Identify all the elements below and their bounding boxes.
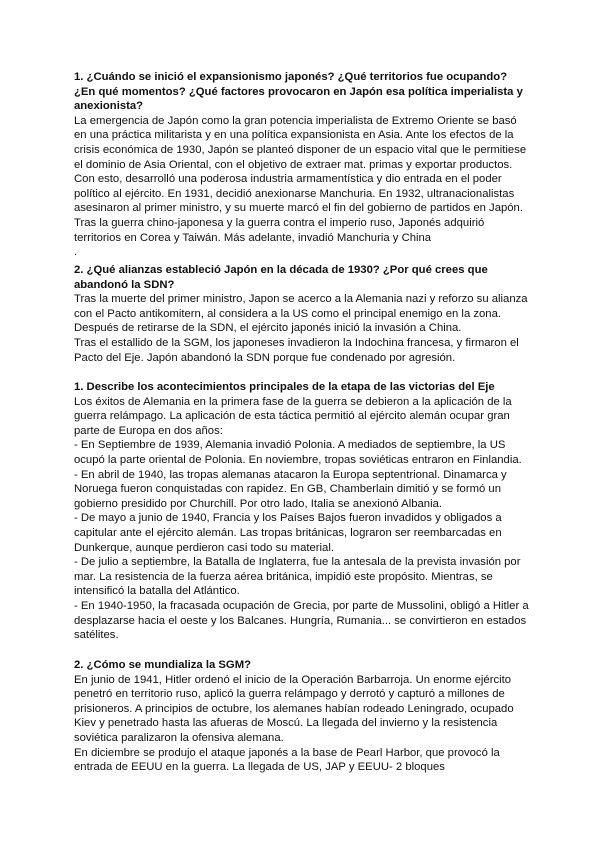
question-heading: 2. ¿Cómo se mundializa la SGM?	[74, 659, 252, 671]
list-item: - En 1940-1950, la fracasada ocupación de Grecia, por parte de Mussolini, obligó a Hitler a desplazarse hacia el oeste y los Balcanes. Hungría, Rumania... se convirtieron en estados satélites.	[74, 599, 529, 642]
list-item: - De mayo a junio de 1940, Francia y los Países Bajos fueron invadidos y obligados a capitular ante el ejército alemán. Las tropas británicas, lograron ser reembarcadas en Dunkerque, aunque perdieron casi todo su material.	[74, 512, 502, 554]
question-heading: 1. ¿Cuándo se inició el expansionismo japonés? ¿Qué territorios fue ocupando? ¿En qué momentos? ¿Qué factores provocaron en Japón esa política imperialista y anexionista?	[74, 71, 523, 113]
paragraph: La emergencia de Japón como la gran potencia imperialista de Extremo Oriente se basó en una práctica militarista y en una política expansionista en Asia. Ante los efectos de la crisis económica de 1930, Japón se planteó disponer de un espacio vital que le permitiese el dominio de Asia Oriental, con el objetivo de extraer mat. primas y exportar productos.	[74, 114, 527, 171]
paragraph: .	[74, 246, 78, 259]
list-item: - En abril de 1940, las tropas alemanas atacaron la Europa septentrional. Dinamarca y Noruega fueron conquistadas con rapidez. En GB, Chamberlain dimitió y se formó un gobierno presidido por Churchill. Por otro lado, Italia se anexionó Albania.	[74, 468, 507, 510]
paragraph: Tras la muerte del primer ministro, Japon se acerco a la Alemania nazi y reforzo su alianza con el Pacto antikomitern, al considera a la US como el principal enemigo en la zona.	[74, 293, 528, 320]
paragraph: Tras la guerra chino-japonesa y la guerra contra el imperio ruso, Japonés adquirió territorios en Corea y Taiwán. Más adelante, invadió Manchuria y China	[74, 216, 485, 244]
paragraph: Con esto, desarrolló una poderosa industria armamentística y dio entrada en el poder político al ejército. En 1931, decidió anexionarse Manchuria. En 1932, ultranacionalistas asesinaron al primer ministro, y su muerte marcó el fin del gobierno de partidos en Japón.	[74, 173, 523, 215]
paragraph: Los éxitos de Alemania en la primera fase de la guerra se debieron a la aplicación de la guerra relámpago. La aplicación de esta táctica permitió al ejército alemán ocupar gran parte de Europa en dos años:	[74, 395, 512, 437]
section-3	[74, 380, 530, 643]
paragraph: Tras el estallido de la SGM, los japoneses invadieron la Indochina francesa, y firmaron el Pacto del Eje. Japón abandonó la SDN porque fue condenado por agresión.	[74, 336, 519, 364]
paragraph: En diciembre se produjo el ataque japonés a la base de Pearl Harbor, que provocó la entrada de EEUU en la guerra. La llegada de US, JAP y EEUU- 2 bloques	[74, 746, 500, 774]
section-4	[74, 658, 530, 775]
section-1	[74, 70, 530, 260]
section-2	[74, 263, 530, 365]
paragraph: En junio de 1941, Hitler ordenó el inicio de la Operación Barbarroja. Un enorme ejército penetró en territorio ruso, aplicó la guerra relámpago y derrotó y capturó a millones de prisioneros. A principios de octubre, los alemanes habían rodeado Leningrado, ocupado Kiev y penetrado hasta las afueras de Moscú. La llegada del invierno y la resistencia soviética paralizaron la ofensiva alemana.	[74, 673, 514, 744]
question-heading: 2. ¿Qué alianzas estableció Japón en la década de 1930? ¿Por qué crees que abandonó la SDN?	[74, 264, 488, 291]
list-item: - En Septiembre de 1939, Alemania invadió Polonia. A mediados de septiembre, la US ocupó la parte oriental de Polonia. En noviembre, tropas soviéticas entraron en Finlandia.	[74, 439, 522, 466]
paragraph: Después de retirarse de la SDN, el ejército japonés inició la invasión a China.	[74, 322, 462, 335]
list-item: - De julio a septiembre, la Batalla de Inglaterra, fue la antesala de la prevista invasión por mar. La resistencia de la fuerza aérea británica, impidió este propósito. Mientras, se intensificó la batalla del Atlántico.	[74, 556, 521, 598]
question-heading: 1. Describe los acontecimientos principales de la etapa de las victorias del Eje	[74, 381, 495, 393]
